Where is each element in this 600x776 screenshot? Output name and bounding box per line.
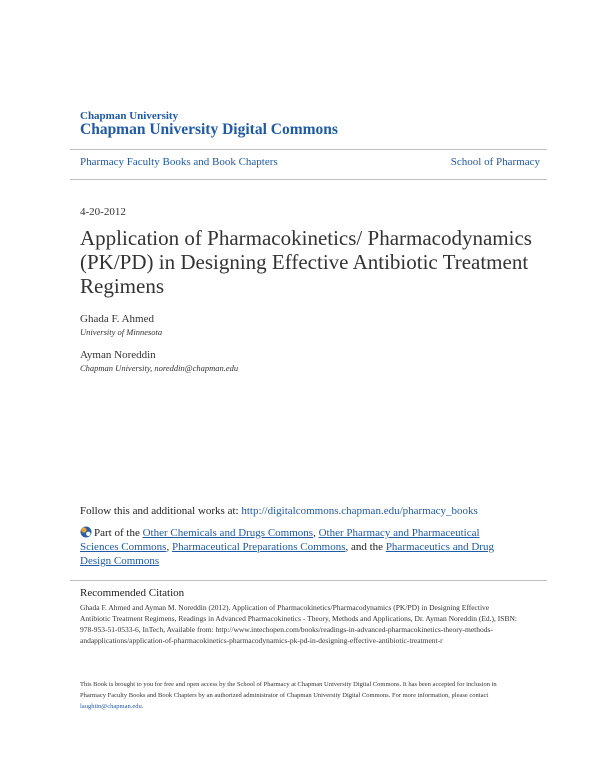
author-affiliation: Chapman University, noreddin@chapman.edu bbox=[80, 363, 239, 373]
recommended-citation-text: Ghada F. Ahmed and Ayman M. Noreddin (2012). Application of Pharmacokinetics/Pharmacodynamics (PK/PD) in Designing Effective Antibiotic Treatment Regimens, Readings in Advanced Pharmacokinetics - Theory, Methods and Applications, Dr. Ayman Noreddin (Ed.), ISBN: 978-953-51-0533-6, InTech, Available from: http://www.intechopen.com/books/readings-in-advanced-pharmacokinetics-theory-methods-andapplications/application-of-pharmacokinetics-pharmacodynamics-pk-pd-in-designing-effective-antibiotic-treatment-r bbox=[80, 603, 517, 645]
repository-name[interactable]: Chapman University Digital Commons bbox=[80, 121, 338, 138]
commons-link[interactable]: Other Chemicals and Drugs Commons bbox=[142, 527, 314, 539]
part-of-line bbox=[80, 526, 520, 568]
follow-label: Follow this and additional works at: bbox=[80, 505, 239, 517]
divider-bottom bbox=[70, 580, 547, 581]
commons-link[interactable]: Pharmaceutics and Drug Design Commons bbox=[80, 541, 494, 567]
network-icon bbox=[80, 526, 92, 538]
commons-link[interactable]: Pharmaceutical Preparations Commons bbox=[171, 541, 346, 553]
footer-end: . bbox=[141, 703, 144, 710]
recommended-citation-heading: Recommended Citation bbox=[80, 587, 185, 599]
author-name: Ghada F. Ahmed bbox=[80, 313, 154, 325]
document-title: Application of Pharmacokinetics/ Pharmacodynamics (PK/PD) in Designing Effective Antibiotic Treatment Regimens bbox=[80, 226, 532, 298]
follow-url-link[interactable]: http://digitalcommons.chapman.edu/pharmacy_books bbox=[241, 505, 478, 517]
divider-top bbox=[70, 149, 547, 150]
school-link[interactable]: School of Pharmacy bbox=[450, 156, 540, 168]
publication-date: 4-20-2012 bbox=[80, 206, 126, 218]
separator: , bbox=[166, 541, 170, 553]
divider-mid bbox=[70, 179, 547, 180]
commons-link[interactable]: Other Pharmacy and Pharmaceutical Sciences Commons bbox=[80, 527, 480, 553]
author-affiliation: University of Minnesota bbox=[80, 327, 163, 337]
follow-line bbox=[80, 505, 478, 517]
part-of-prefix: Part of the bbox=[94, 527, 140, 539]
collection-link[interactable]: Pharmacy Faculty Books and Book Chapters bbox=[80, 156, 278, 168]
and-text: , and the bbox=[345, 541, 384, 553]
author-name: Ayman Noreddin bbox=[80, 349, 156, 361]
footer-notice bbox=[80, 679, 520, 712]
institution-name: Chapman University bbox=[80, 110, 179, 122]
footer-text: This Book is brought to you for free and open access by the School of Pharmacy at Chapman University Digital Commons. It has been accepted for inclusion in Pharmacy Faculty Books and Book Chapters by an authorized administrator of Chapman University Digital Commons. For more information, please contact bbox=[80, 681, 497, 699]
contact-email-link[interactable]: laughtin@chapman.edu bbox=[80, 703, 142, 710]
separator: , bbox=[313, 527, 316, 539]
